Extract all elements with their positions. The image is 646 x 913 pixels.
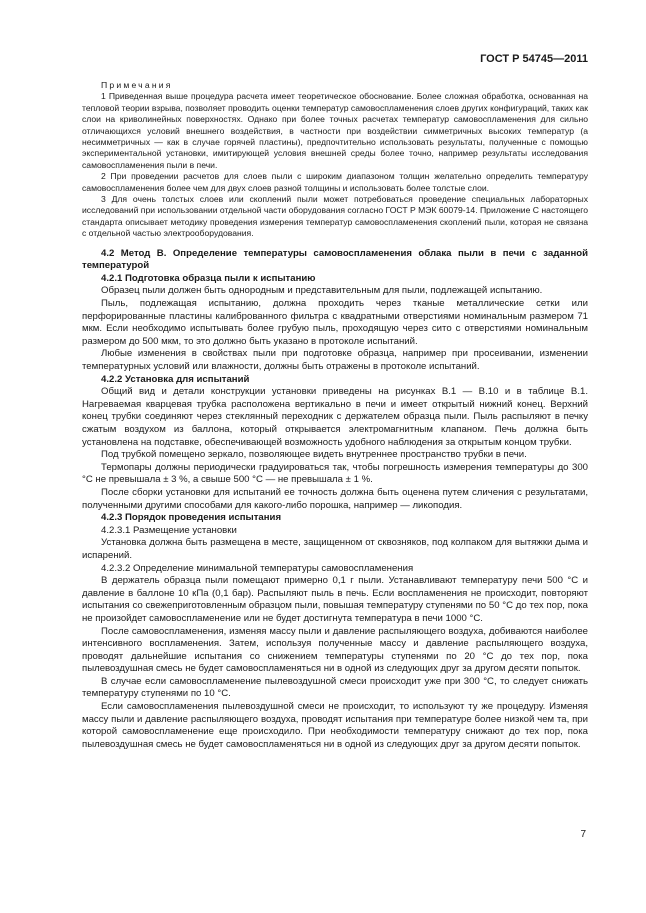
body-paragraph: Любые изменения в свойствах пыли при подготовке образца, например при просеивании, изменении температурных условий или влажности, должны быть отражены в протоколе испытаний. [82, 348, 588, 373]
body-paragraph: Образец пыли должен быть однородным и представительным для пыли, подлежащей испытанию. [101, 285, 543, 297]
body-paragraph: Установка должна быть размещена в месте, защищенном от сквозняков, под колпаком для вытяжки дыма и испарений. [82, 537, 588, 561]
body-paragraph: 4.2.3.2 Определение минимальной температуры самовоспламенения [101, 562, 414, 574]
section-heading: 4.2.2 Установка для испытаний [101, 373, 250, 385]
document-header: ГОСТ Р 54745—2011 [480, 53, 588, 65]
body-paragraph: После сборки установки для испытаний ее точность должна быть оценена путем сличения с результатами, полученными другими способами для какого-либо порошка, например — ликоподия. [82, 486, 588, 511]
body-paragraph: Пыль, подлежащая испытанию, должна проходить через тканые металлические сетки или перфорированные пластины калиброванного фильтра с квадратными отверстиями номинальным размером 71 мкм. Если необходимо испытывать более грубую пыль, проходящую через сито с отверстиями номинальным размером до 500 мкм, то это должно быть указано в протоколе испытаний. [82, 298, 588, 347]
body-paragraph: После самовоспламенения, изменяя массу пыли и давление распыляющего воздуха, добиваются наиболее интенсивного воспламенения. Затем, используя полученные массу и давление распыляющего воздуха, проводят дальнейшие испытания со снижением температуры ступенями по 20 °С до тех пор, пока пылевоздушная смесь не будет самовоспламеняться ни в одной из следующих друг за другом десяти попыток. [82, 625, 588, 675]
section-heading: 4.2.3 Порядок проведения испытания [101, 512, 282, 524]
notes-section [82, 80, 588, 240]
note-paragraph: 3 Для очень толстых слоев или скоплений пыли может потребоваться проведение специальных лабораторных исследований при использовании отдельной части оборудования согласно ГОСТ Р МЭК 60079-14. Приложение С настоящего стандарта описывает методику проведения измерения температур самовоспламенения скоплений пыли, которая не связана с отдельной частью электрооборудования. [82, 194, 588, 239]
main-body [82, 248, 588, 752]
body-paragraph: Термопары должны периодически градуироваться так, чтобы погрешность измерения температуры до 300 °С не превышала ± 3 %, а свыше 500 °С — не превышала ± 1 %. [82, 461, 588, 486]
page-number: 7 [580, 829, 586, 840]
body-paragraph: Если самовоспламенения пылевоздушной смеси не происходит, то используют ту же процедуру. Изменяя массу пыли и давление распыляющего воздуха, проводят испытания при температуре более низкой чем та, при которой самовоспламенение еще происходило. При необходимости температуру снижают до тех пор, пока пылевоздушная смесь не будет самовоспламеняться ни в одной из следующих друг за другом десяти попыток. [82, 701, 588, 750]
section-heading: 4.2 Метод В. Определение температуры самовоспламенения облака пыли в печи с заданной температурой [82, 247, 588, 272]
body-paragraph: Под трубкой помещено зеркало, позволяющее видеть внутреннее пространство трубки в печи. [101, 449, 527, 461]
body-paragraph: В держатель образца пыли помещают примерно 0,1 г пыли. Устанавливают температуру печи 500 °С и давление в баллоне 10 кПа (0,1 бар). Распыляют пыль в печь. Если воспламенения не происходит, повторяют испытания со свежеприготовленным образцом пыли, повышая температуру ступенями по 50 °С до тех пор, пока не произойдет самовоспламенение или не будет достигнута температура в печи 1000 °С. [82, 575, 588, 624]
body-paragraph: Общий вид и детали конструкции установки приведены на рисунках В.1 — В.10 и в таблице В.1. Нагреваемая кварцевая трубка расположена вертикально в печи и имеет открытый нижний конец. Верхний конец трубки соединяют через стеклянный переходник с держателем образца пыли. Пыль распыляют в печку сжатым воздухом из баллона, который открывается электромагнитным клапаном. Печь должна быть установлена на подставке, обеспечивающей возможность удобного наблюдения за открытым концом трубки. [82, 386, 588, 448]
body-paragraph: 4.2.3.1 Размещение установки [101, 524, 237, 536]
section-heading: 4.2.1 Подготовка образца пыли к испытанию [101, 272, 316, 284]
note-paragraph: 1 Приведенная выше процедура расчета имеет теоретическое обоснование. Более сложная обработка, основанная на тепловой теории взрыва, позволяет проводить оценки температур самовоспламенения слоев других конфигураций, таких как слои на криволинейных поверхностях. Однако при более точных расчетах температур самовоспламенения для сильно отличающихся условий внешнего воздействия, в частности при воздействии симметричных высоких температур (а несимметричных — как в случае горячей пластины), предпочтительно использовать результаты, полученные с помощью экспериментальной установки, имитирующей условия внешней среды более точно, например результаты исследования самовоспламенения пыли в печи. [82, 91, 588, 170]
notes-title: Примечания [101, 80, 173, 90]
page-content [82, 80, 588, 751]
note-paragraph: 2 При проведении расчетов для слоев пыли с широким диапазоном толщин желательно определить температуру самовоспламенения более чем для двух слоев разной толщины и использовать более толстые слои. [82, 171, 588, 193]
body-paragraph: В случае если самовоспламенение пылевоздушной смеси происходит уже при 300 °С, то следует снижать температуру ступенями по 10 °С. [82, 675, 588, 700]
